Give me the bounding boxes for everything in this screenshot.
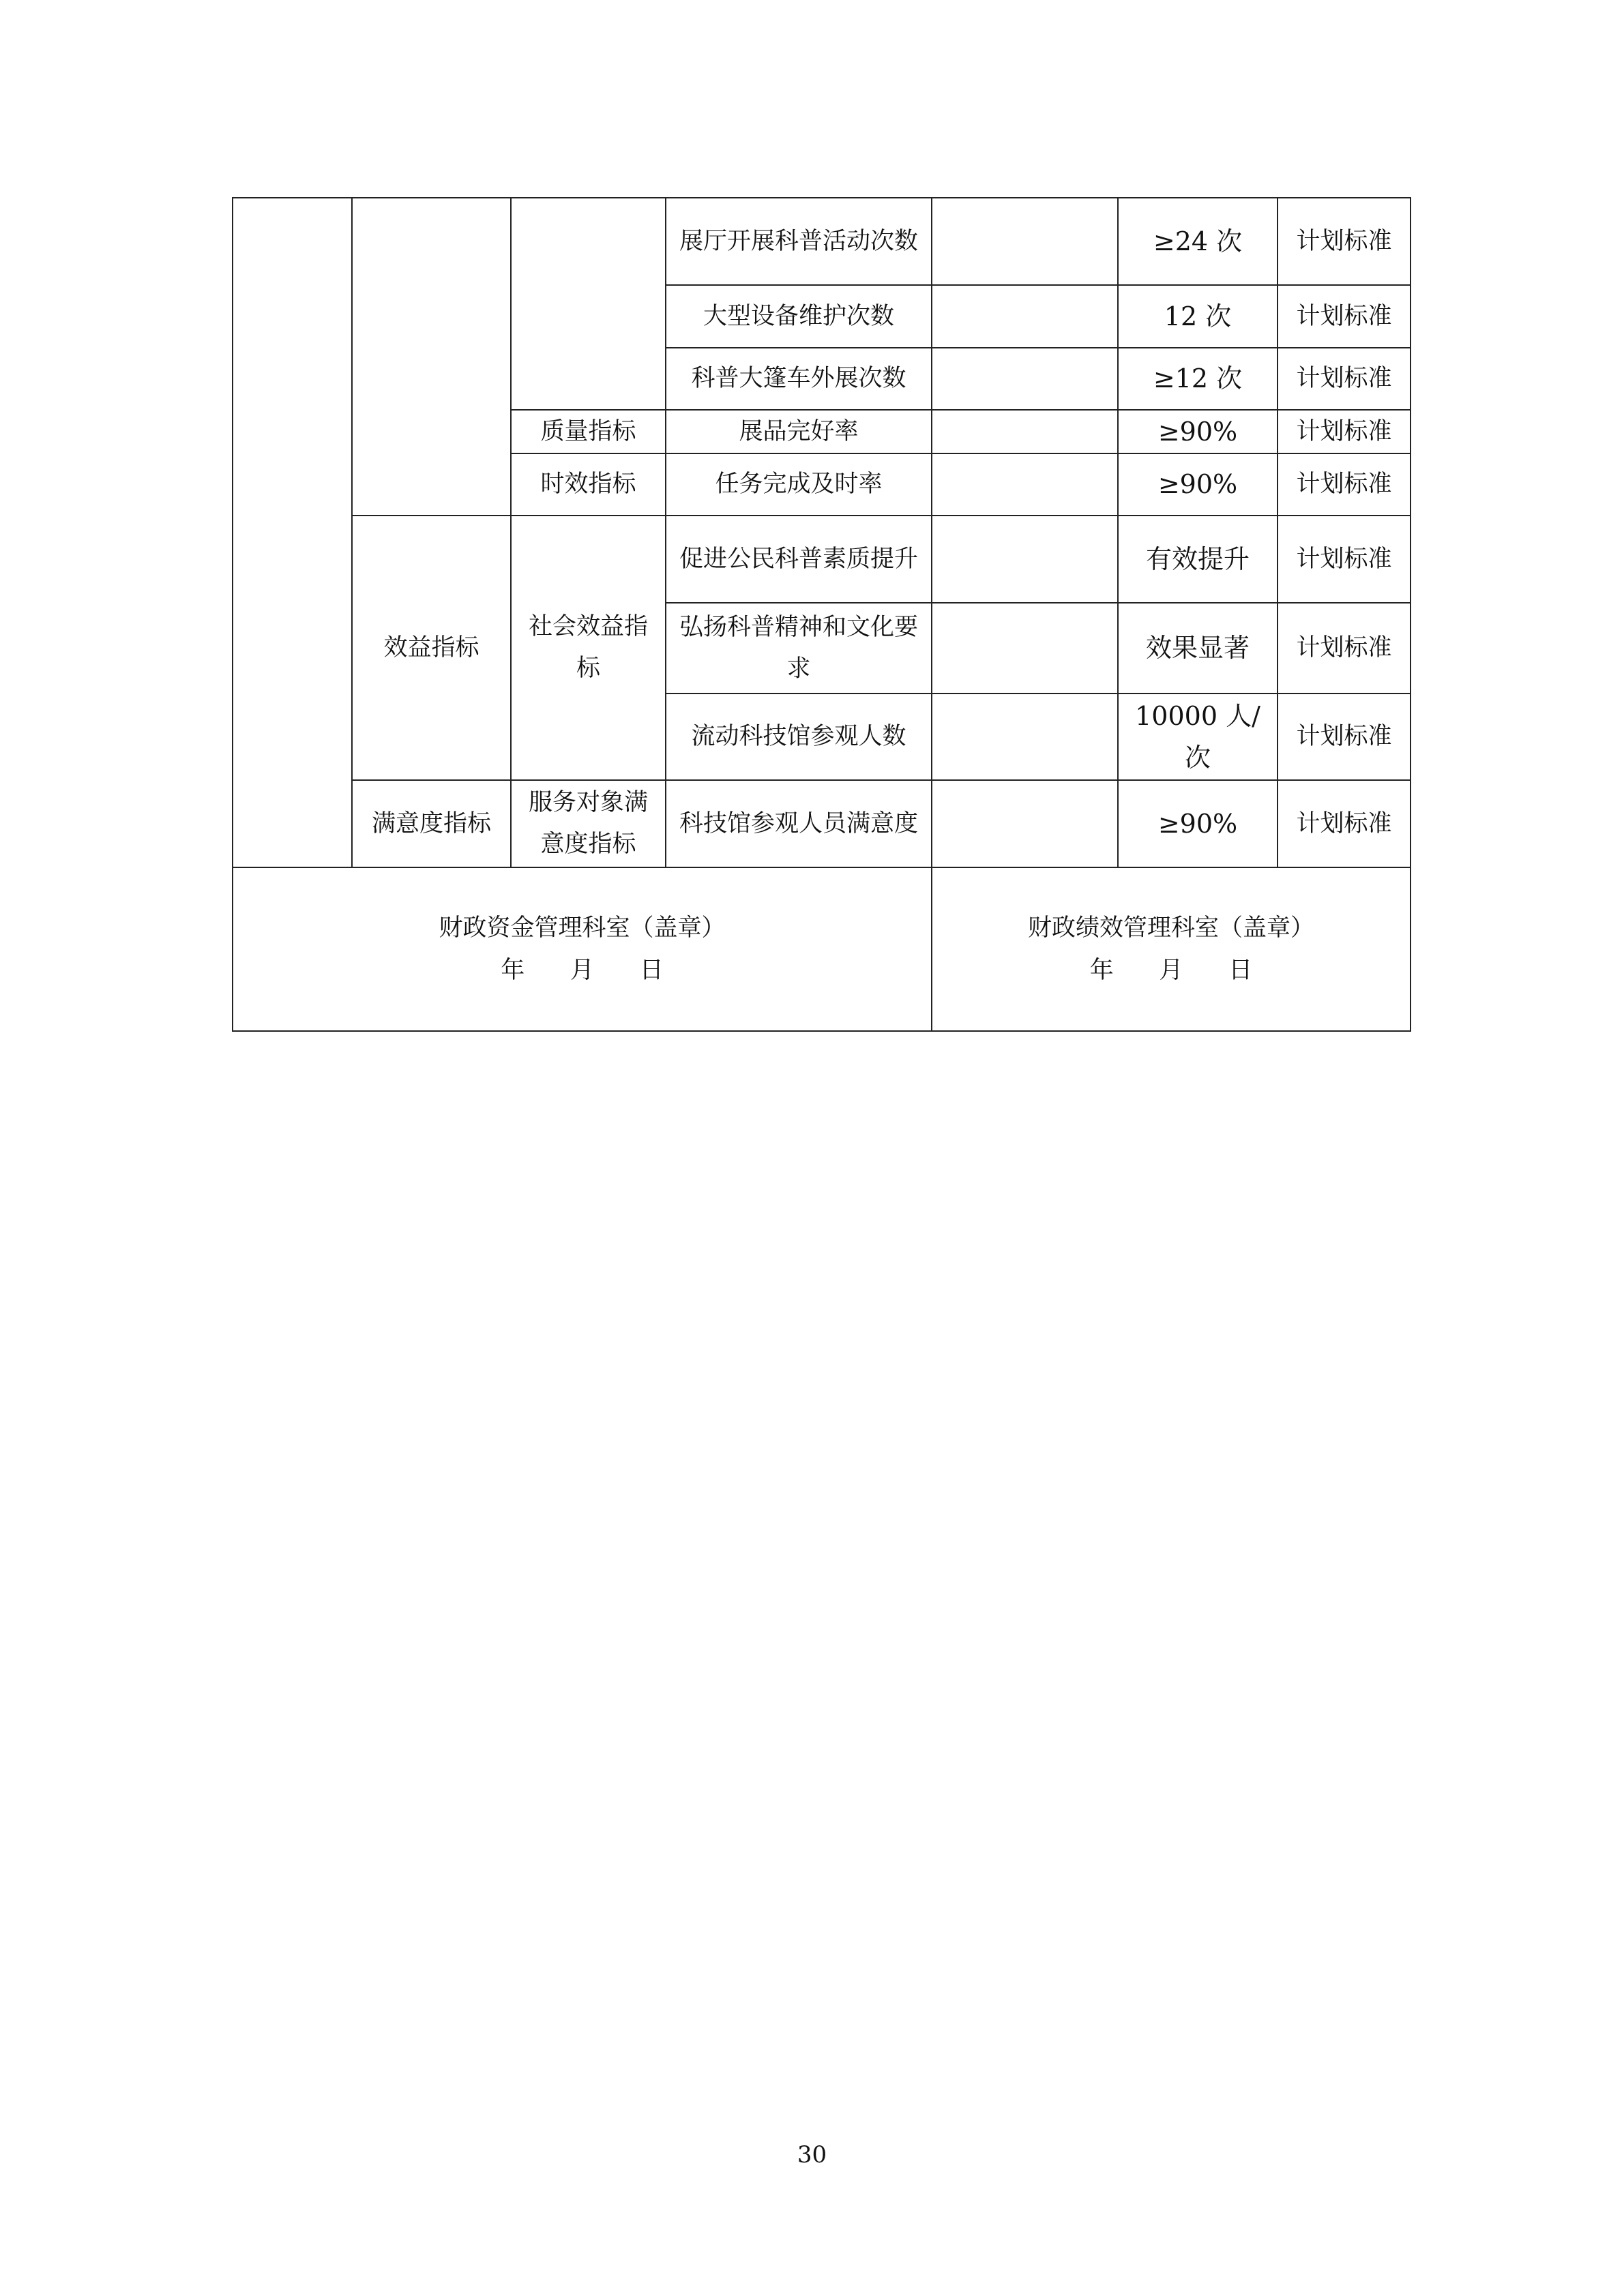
- indicator-basis: 计划标准: [1278, 516, 1411, 603]
- indicator-target: 有效提升: [1118, 516, 1278, 603]
- page-number: 30: [797, 2141, 827, 2168]
- level1-category-cell: [233, 198, 352, 867]
- indicator-name: 大型设备维护次数: [666, 285, 932, 348]
- indicator-name: 流动科技馆参观人数: [666, 694, 932, 780]
- indicator-basis: 计划标准: [1278, 780, 1411, 867]
- indicator-name: 任务完成及时率: [666, 453, 932, 516]
- quantity-indicator-cell: [511, 198, 666, 410]
- signature-right: [932, 867, 1411, 1031]
- indicator-value: [932, 453, 1118, 516]
- indicator-basis: 计划标准: [1278, 694, 1411, 780]
- indicator-target: ≥90%: [1118, 410, 1278, 453]
- indicator-basis: 计划标准: [1278, 198, 1411, 285]
- secondary-indicator: 社会效益指标: [511, 516, 666, 780]
- indicator-target: ≥90%: [1118, 453, 1278, 516]
- indicator-name: 科技馆参观人员满意度: [666, 780, 932, 867]
- table-row: [233, 780, 1411, 867]
- output-indicator-cell: [352, 198, 511, 516]
- signature-right-title: 财政绩效管理科室（盖章）: [1027, 914, 1314, 942]
- secondary-indicator: 质量指标: [511, 410, 666, 453]
- indicator-basis: 计划标准: [1278, 348, 1411, 410]
- indicator-value: [932, 285, 1118, 348]
- secondary-indicator: 服务对象满意度指标: [511, 780, 666, 867]
- indicator-basis: 计划标准: [1278, 285, 1411, 348]
- indicator-name: 展品完好率: [666, 410, 932, 453]
- signature-row: [233, 867, 1411, 1031]
- indicator-target: ≥12 次: [1118, 348, 1278, 410]
- indicator-name: 展厅开展科普活动次数: [666, 198, 932, 285]
- indicator-name: 弘扬科普精神和文化要求: [666, 603, 932, 694]
- primary-indicator: 满意度指标: [352, 780, 511, 867]
- indicator-basis: 计划标准: [1278, 410, 1411, 453]
- indicator-value: [932, 198, 1118, 285]
- signature-left: [233, 867, 932, 1031]
- table-row: [233, 198, 1411, 285]
- indicator-name: 促进公民科普素质提升: [666, 516, 932, 603]
- signature-right-date: 年 月 日: [1089, 957, 1253, 984]
- indicator-target: 效果显著: [1118, 603, 1278, 694]
- secondary-indicator: 时效指标: [511, 453, 666, 516]
- indicator-value: [932, 410, 1118, 453]
- indicator-value: [932, 348, 1118, 410]
- table-row: [233, 516, 1411, 603]
- indicator-value: [932, 780, 1118, 867]
- primary-indicator: 效益指标: [352, 516, 511, 780]
- signature-left-date: 年 月 日: [501, 957, 664, 984]
- indicator-target: 12 次: [1118, 285, 1278, 348]
- indicator-target: ≥90%: [1118, 780, 1278, 867]
- indicator-name: 科普大篷车外展次数: [666, 348, 932, 410]
- signature-left-title: 财政资金管理科室（盖章）: [439, 914, 726, 942]
- indicator-target: 10000 人/次: [1118, 694, 1278, 780]
- indicator-basis: 计划标准: [1278, 603, 1411, 694]
- indicator-basis: 计划标准: [1278, 453, 1411, 516]
- indicator-value: [932, 516, 1118, 603]
- indicator-target: ≥24 次: [1118, 198, 1278, 285]
- indicator-value: [932, 603, 1118, 694]
- performance-indicator-table: [232, 197, 1411, 1032]
- indicator-value: [932, 694, 1118, 780]
